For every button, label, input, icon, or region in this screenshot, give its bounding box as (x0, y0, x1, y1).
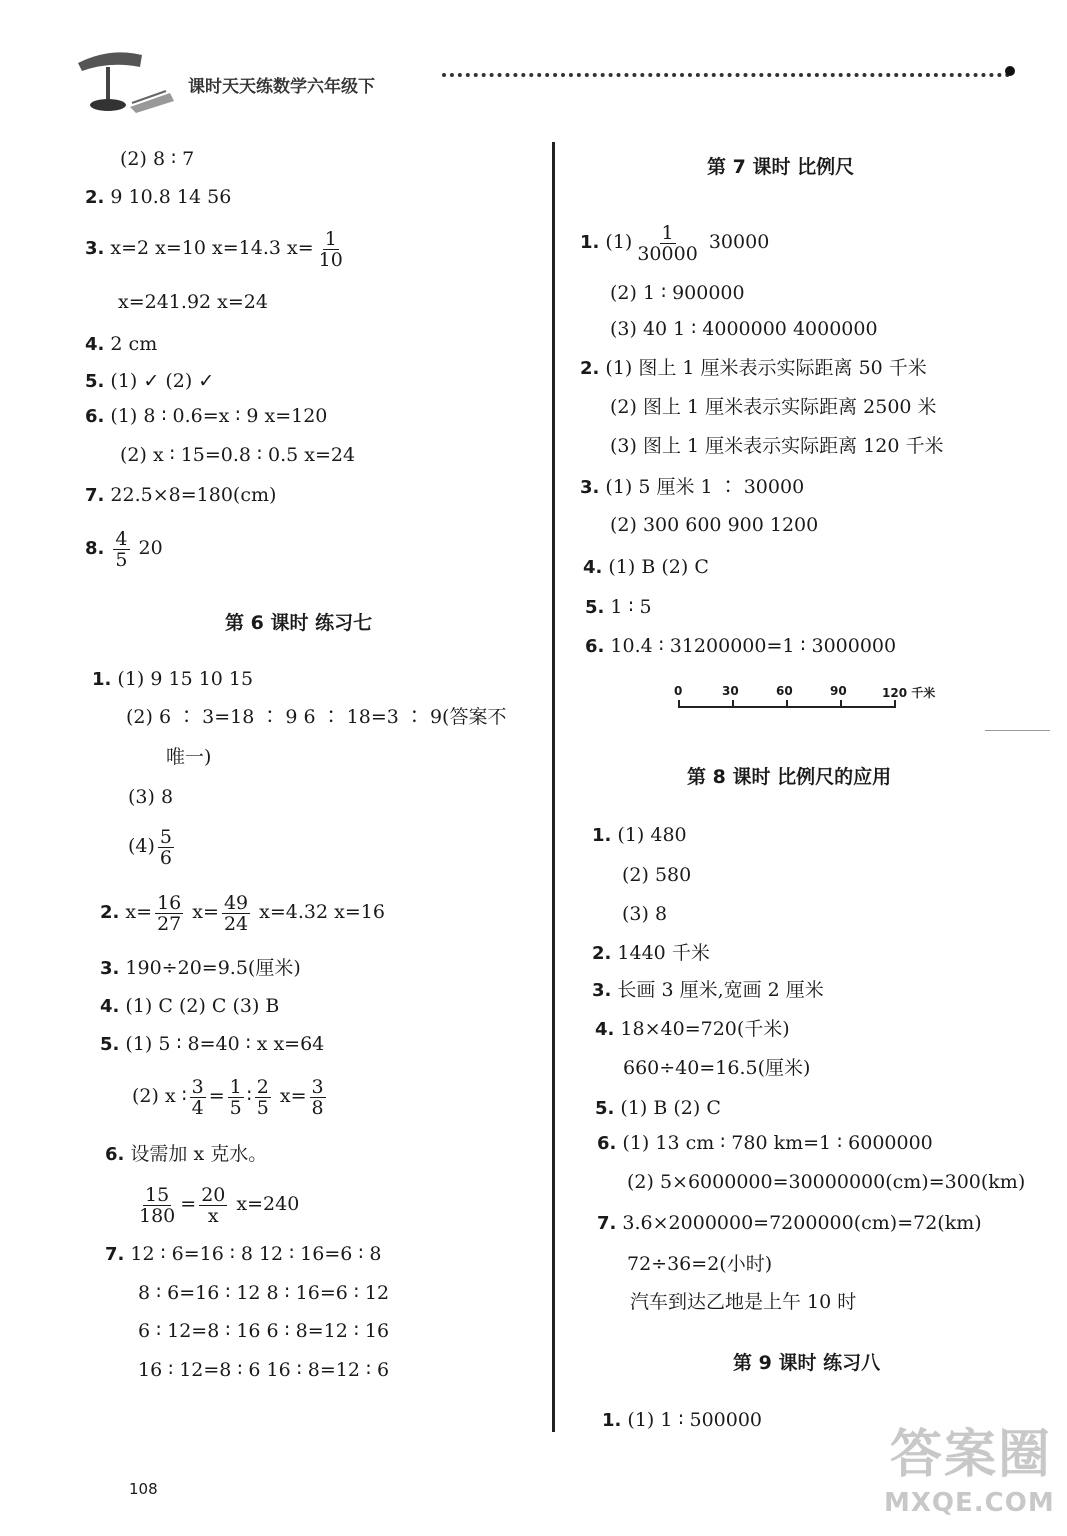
scale-label: 90 (830, 684, 847, 698)
answer-line: 16 ∶ 12=8 ∶ 6 16 ∶ 8=12 ∶ 6 (138, 1359, 390, 1381)
answer-line: (2) 图上 1 厘米表示实际距离 2500 米 (610, 396, 937, 418)
answer-line: 6 ∶ 12=8 ∶ 16 6 ∶ 8=12 ∶ 16 (138, 1320, 390, 1342)
scale-label: 30 (722, 684, 739, 698)
answer-line: 2. 1440 千米 (592, 942, 710, 964)
page-number: 108 (129, 1480, 158, 1498)
section-heading: 第 9 课时 练习八 (733, 1352, 881, 1374)
answer-line: (2) x ∶ 15=0.8 ∶ 0.5 x=24 (120, 444, 356, 466)
answer-line: 5. (1) 5 ∶ 8=40 ∶ x x=64 (100, 1033, 325, 1055)
faint-rule (985, 730, 1050, 731)
answer-line: (4) $\frac{5}{6}$ (128, 825, 173, 869)
scale-label: 60 (776, 684, 793, 698)
answer-line: 2. 9 10.8 14 56 (85, 186, 232, 208)
answer-line: (2) 5×6000000=30000000(cm)=300(km) (627, 1171, 1026, 1193)
section-heading: 第 6 课时 练习七 (225, 612, 373, 634)
answer-line: (2) 8 ∶ 7 (120, 148, 195, 170)
answer-line: (3) 40 1 ∶ 4000000 4000000 (610, 318, 878, 340)
answer-line: 8. $\frac{4}{5}$ 20 (85, 527, 163, 571)
watermark-logo: 答案圈 MXQE.COM (884, 1425, 1055, 1518)
scale-tick (786, 700, 788, 708)
column-divider (552, 142, 555, 1432)
answer-line: 7. 3.6×2000000=7200000(cm)=72(km) (597, 1212, 982, 1234)
fraction: $\frac{1}{30000}$ (637, 221, 698, 265)
scale-tick (678, 700, 680, 708)
page-header (70, 40, 1030, 120)
header-title: 课时天天练数学六年级下 (188, 77, 375, 97)
fraction: $\frac{4}{5}$ (115, 527, 128, 571)
answer-line: (2) 1 ∶ 900000 (610, 282, 745, 304)
answer-line: 7. 12 ∶ 6=16 ∶ 8 12 ∶ 16=6 ∶ 8 (105, 1243, 382, 1265)
answer-line: 3. x=2 x=10 x=14.3 x= $\frac{1}{10}$ (85, 227, 343, 271)
fraction: $\frac{15}{180}$ (139, 1183, 176, 1227)
fraction: $\frac{1}{5}$ (229, 1075, 242, 1119)
header-end-dot (1005, 66, 1015, 76)
answer-line: 1. (1) 1 ∶ 500000 (602, 1409, 763, 1431)
fraction: $\frac{3}{8}$ (311, 1075, 324, 1119)
scale-tick (894, 700, 896, 708)
answer-line: 2. x= $\frac{16}{27}$ x= $\frac{49}{24}$ x=4.32 x=16 (100, 891, 385, 935)
answer-line: 1. (1) 9 15 10 15 (92, 668, 254, 690)
scale-bar (670, 684, 960, 724)
fraction: $\frac{49}{24}$ (223, 891, 249, 935)
answer-line: 6. 设需加 x 克水。 (105, 1143, 268, 1165)
answer-line: (3) 8 (622, 903, 668, 925)
answer-line: 4. (1) B (2) C (583, 556, 709, 578)
answer-line: 6. (1) 13 cm ∶ 780 km=1 ∶ 6000000 (597, 1132, 933, 1154)
desk-lamp-icon (70, 45, 180, 120)
answer-line: 2. (1) 图上 1 厘米表示实际距离 50 千米 (580, 357, 927, 379)
section-heading: 第 7 课时 比例尺 (707, 156, 855, 178)
answer-line: 汽车到达乙地是上午 10 时 (630, 1291, 857, 1313)
fraction: $\frac{5}{6}$ (159, 825, 173, 869)
fraction: $\frac{20}{x}$ (201, 1183, 226, 1227)
scale-label: 120 千米 (882, 686, 936, 700)
scale-tick (732, 700, 734, 708)
answer-line: (2) 580 (622, 864, 692, 886)
answer-line: 5. (1) ✓ (2) ✓ (85, 370, 215, 392)
answer-line: 6. (1) 8 ∶ 0.6=x ∶ 9 x=120 (85, 405, 328, 427)
fraction: $\frac{2}{5}$ (256, 1075, 269, 1119)
scale-label: 0 (674, 684, 683, 698)
answer-line: 7. 22.5×8=180(cm) (85, 484, 277, 506)
fraction: $\frac{1}{10}$ (318, 227, 343, 271)
answer-line: (3) 图上 1 厘米表示实际距离 120 千米 (610, 435, 944, 457)
answer-line: 660÷40=16.5(厘米) (623, 1057, 811, 1079)
answer-line: 3. 长画 3 厘米,宽画 2 厘米 (592, 979, 824, 1001)
answer-line: $\frac{15}{180}$ = $\frac{20}{x}$ x=240 (139, 1183, 300, 1227)
answer-line: 6. 10.4 ∶ 31200000=1 ∶ 3000000 (585, 635, 897, 657)
answer-line: 1. (1) 480 (592, 824, 687, 846)
answer-line: x=241.92 x=24 (118, 291, 268, 313)
answer-line: (2) x ∶ $\frac{3}{4}$ = $\frac{1}{5}$ ∶ $\frac{2}{5}$ x= $\frac{3}{8}$ (132, 1075, 324, 1119)
answer-line: 3. (1) 5 厘米 1 ∶ 30000 (580, 476, 805, 498)
answer-line: 4. 2 cm (85, 333, 158, 355)
answer-line: 8 ∶ 6=16 ∶ 12 8 ∶ 16=6 ∶ 12 (138, 1282, 390, 1304)
scale-tick (840, 700, 842, 708)
answer-line: 4. 18×40=720(千米) (595, 1018, 790, 1040)
answer-line: 5. 1 ∶ 5 (585, 596, 652, 618)
fraction: $\frac{16}{27}$ (157, 891, 182, 935)
answer-line: (2) 6 ∶ 3=18 ∶ 9 6 ∶ 18=3 ∶ 9(答案不 (126, 706, 507, 728)
answer-line: 1. (1) $\frac{1}{30000}$ 30000 (580, 221, 770, 265)
header-dotted-rule (442, 73, 1010, 77)
answer-line: 5. (1) B (2) C (595, 1097, 721, 1119)
answer-line: 4. (1) C (2) C (3) B (100, 995, 280, 1017)
answer-line: 3. 190÷20=9.5(厘米) (100, 957, 301, 979)
answer-line: 72÷36=2(小时) (627, 1253, 773, 1275)
section-heading: 第 8 课时 比例尺的应用 (687, 766, 892, 788)
fraction: $\frac{3}{4}$ (191, 1075, 204, 1119)
answer-line: (3) 8 (128, 786, 174, 808)
answer-line: (2) 300 600 900 1200 (610, 514, 819, 536)
answer-line: 唯一) (166, 746, 212, 768)
